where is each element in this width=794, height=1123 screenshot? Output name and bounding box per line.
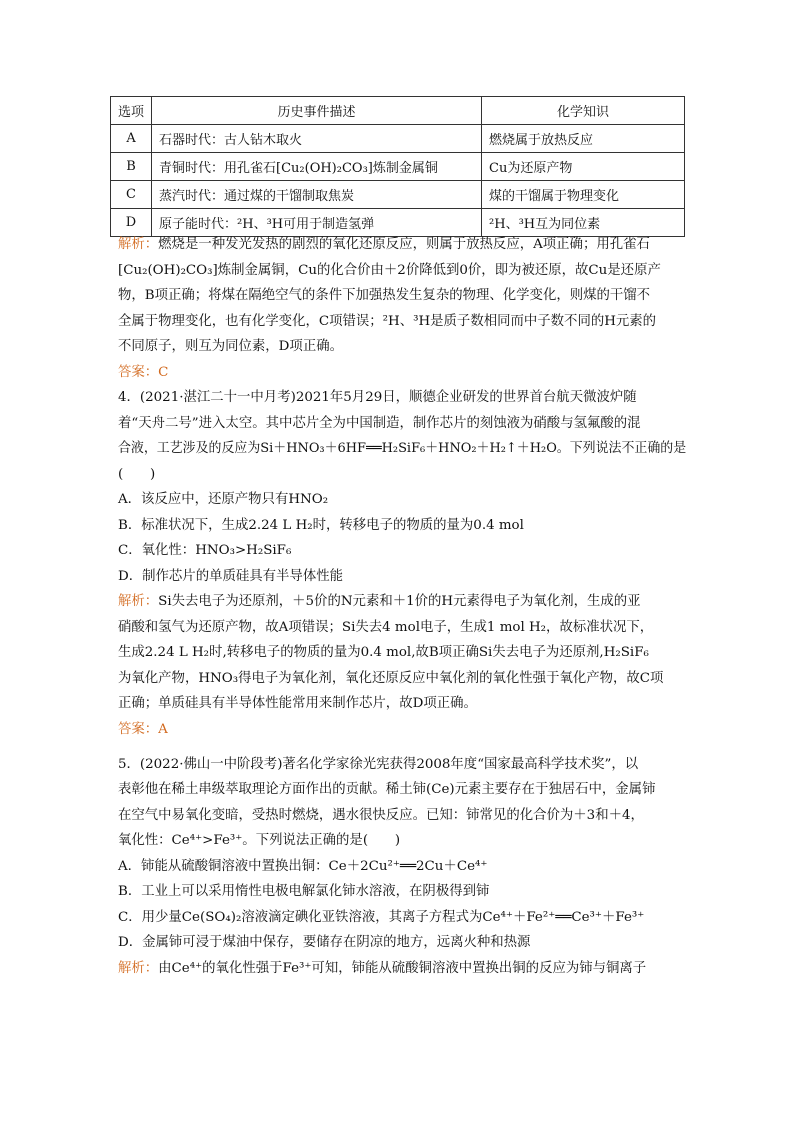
q4-stem-line: ( ) [118, 467, 156, 482]
q4-option-c: C．氧化性：HNO₃>H₂SiF₆ [118, 543, 292, 558]
q3-analysis-line: 解析：燃烧是一种发光发热的剧烈的氧化还原反应，则属于放热反应，A项正确；用孔雀石 [118, 237, 650, 252]
q4-option-a: A．该反应中，还原产物只有HNO₂ [118, 492, 329, 507]
question-table [110, 96, 685, 237]
q4-option-d: D．制作芯片的单质硅具有半导体性能 [118, 569, 343, 584]
table-row [111, 125, 685, 153]
q4-analysis-line: 为氧化产物，HNO₃得电子为氧化剂，氧化还原反应中氧化剂的氧化性强于氧化产物，故C项 [118, 671, 664, 686]
q4-stem-line: 4．(2021·湛江二十一中月考)2021年5月29日，顺德企业研发的世界首台航天微波炉随 [118, 390, 637, 405]
analysis-label: 解析： [118, 237, 159, 252]
q4-option-b: B．标准状况下，生成2.24 L H₂时，转移电子的物质的量为0.4 mol [118, 518, 524, 533]
q5-option-a: A．铈能从硫酸铜溶液中置换出铜：Ce＋2Cu²⁺══2Cu＋Ce⁴⁺ [118, 859, 488, 874]
header-option: 选项 [111, 97, 152, 125]
q3-analysis-line: [Cu₂(OH)₂CO₃]炼制金属铜，Cu的化合价由＋2价降低到0价，即为被还原，故Cu是还原产 [118, 263, 661, 278]
row-event: 蒸汽时代：通过煤的干馏制取焦炭 [152, 181, 482, 209]
row-knowledge: 煤的干馏属于物理变化 [482, 181, 685, 209]
row-event: 原子能时代：²H、³H可用于制造氢弹 [152, 209, 482, 237]
header-knowledge: 化学知识 [482, 97, 685, 125]
q3-analysis-line: 全属于物理变化，也有化学变化，C项错误；²H、³H是质子数相同而中子数不同的H元素的 [118, 314, 657, 329]
q5-stem-line: 表彰他在稀土串级萃取理论方面作出的贡献。稀土铈(Ce)元素主要存在于独居石中，金属铈 [118, 782, 656, 797]
row-option: D [111, 209, 152, 237]
table-header-row [111, 97, 685, 125]
q5-stem-line: 5．(2022·佛山一中阶段考)著名化学家徐光宪获得2008年度“国家最高科学技术奖”，以 [118, 757, 639, 772]
q4-stem-line: 合液，工艺涉及的反应为Si＋HNO₃＋6HF══H₂SiF₆＋HNO₂＋H₂↑＋H₂O。下列说法不正确的是 [118, 441, 687, 456]
q5-analysis-line: 解析：由Ce⁴⁺的氧化性强于Fe³⁺可知，铈能从硫酸铜溶液中置换出铜的反应为铈与铜离子 [118, 961, 647, 976]
q4-answer: 答案：A [118, 722, 168, 737]
q4-analysis-line: 生成2.24 L H₂时,转移电子的物质的量为0.4 mol,故B项正确Si失去电子为还原剂,H₂SiF₆ [118, 645, 649, 660]
table-row [111, 153, 685, 181]
table-row [111, 181, 685, 209]
q3-analysis-line: 不同原子，则互为同位素，D项正确。 [118, 339, 343, 354]
q4-stem-line: 着“天舟二号”进入太空。其中芯片全为中国制造，制作芯片的刻蚀液为硝酸与氢氟酸的混 [118, 416, 641, 431]
analysis-label: 解析： [118, 594, 159, 609]
q5-option-c: C．用少量Ce(SO₄)₂溶液滴定碘化亚铁溶液，其离子方程式为Ce⁴⁺＋Fe²⁺══Ce³⁺＋Fe³⁺ [118, 910, 645, 925]
q5-stem-line: 在空气中易氧化变暗，受热时燃烧，遇水很快反应。已知：铈常见的化合价为＋3和＋4， [118, 808, 644, 823]
q5-option-d: D．金属铈可浸于煤油中保存，要储存在阴凉的地方，远离火种和热源 [118, 935, 531, 950]
row-option: C [111, 181, 152, 209]
row-option: A [111, 125, 152, 153]
q5-option-b: B．工业上可以采用惰性电极电解氯化铈水溶液，在阴极得到铈 [118, 884, 490, 899]
row-event: 石器时代：古人钻木取火 [152, 125, 482, 153]
row-knowledge: 燃烧属于放热反应 [482, 125, 685, 153]
analysis-label: 解析： [118, 961, 159, 976]
q4-analysis-line: 解析：Si失去电子为还原剂，＋5价的N元素和＋1价的H元素得电子为氧化剂，生成的亚 [118, 594, 641, 609]
q3-analysis-line: 物，B项正确；将煤在隔绝空气的条件下加强热发生复杂的物理、化学变化，则煤的干馏不 [118, 288, 651, 303]
row-knowledge: Cu为还原产物 [482, 153, 685, 181]
q4-analysis-line: 正确；单质硅具有半导体性能常用来制作芯片，故D项正确。 [118, 696, 477, 711]
q3-answer: 答案：C [118, 365, 169, 380]
row-event: 青铜时代：用孔雀石[Cu₂(OH)₂CO₃]炼制金属铜 [152, 153, 482, 181]
q4-analysis-line: 硝酸和氢气为还原产物，故A项错误；Si失去4 mol电子，生成1 mol H₂，故标准状况下， [118, 620, 654, 635]
row-knowledge: ²H、³H互为同位素 [482, 209, 685, 237]
q5-stem-line: 氧化性：Ce⁴⁺>Fe³⁺。下列说法正确的是( ) [118, 833, 401, 848]
header-event: 历史事件描述 [152, 97, 482, 125]
row-option: B [111, 153, 152, 181]
